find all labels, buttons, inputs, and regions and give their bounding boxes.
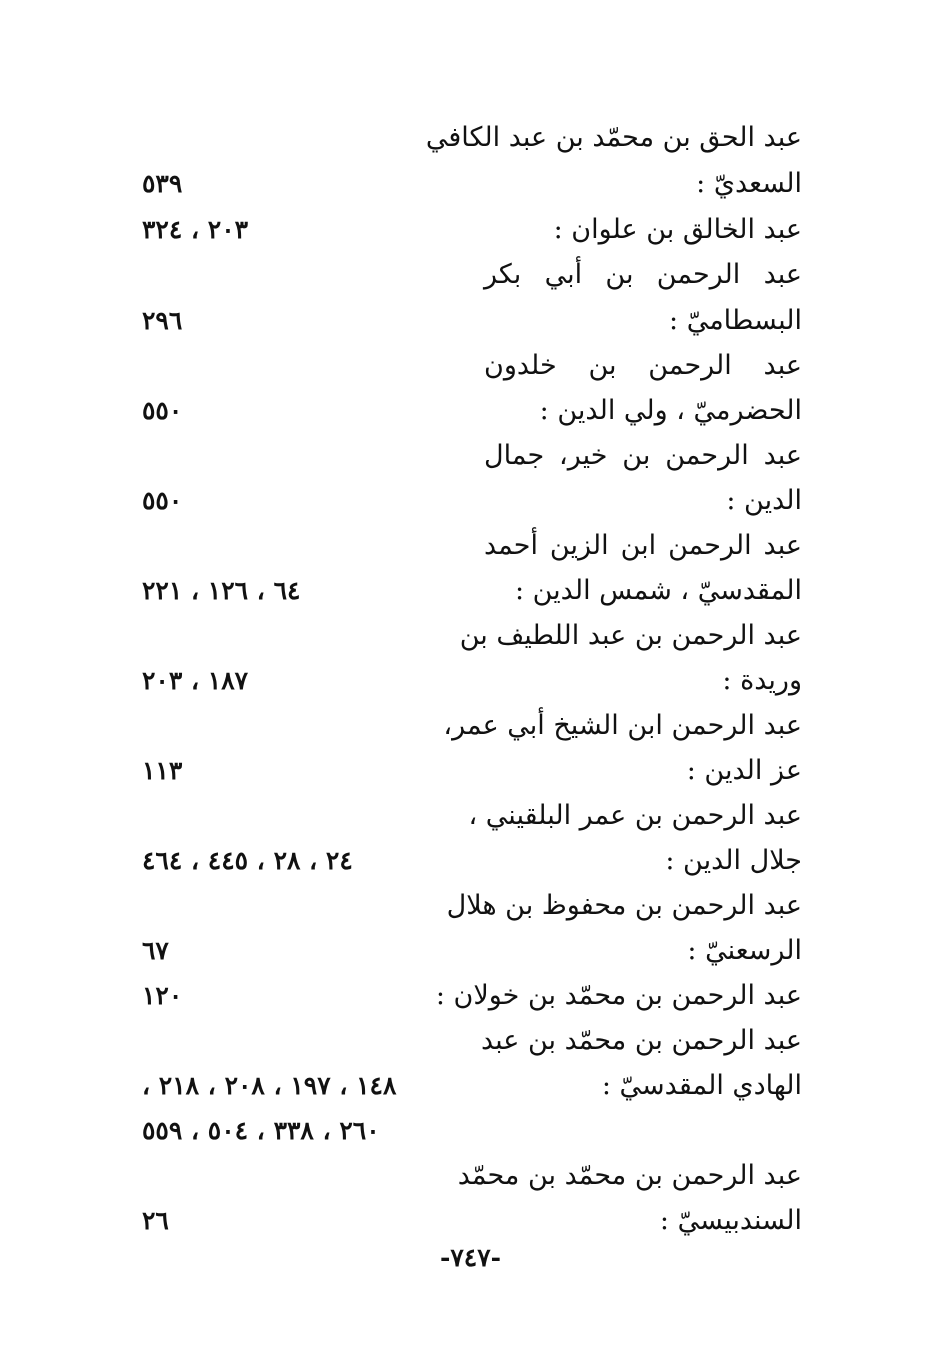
index-line	[130, 883, 802, 928]
entry-name: عبد الخالق بن علوان :	[553, 214, 802, 245]
index-line	[130, 973, 802, 1018]
entry-name: عبد الرحمن ابن الزين أحمد	[484, 530, 802, 561]
entry-name: عبد الرحمن بن محمّد بن خولان :	[435, 980, 802, 1011]
index-line	[130, 793, 802, 838]
index-line	[130, 703, 802, 748]
entry-page-refs: ١١٣	[142, 756, 183, 785]
index-line	[130, 568, 802, 613]
entry-name: الحضرميّ ، ولي الدين :	[539, 395, 802, 426]
index-line	[130, 613, 802, 658]
entry-page-refs: ٦٤ ، ١٢٦ ، ٢٢١	[142, 576, 301, 605]
entry-name: عبد الرحمن ابن الشيخ أبي عمر،	[443, 710, 802, 741]
entry-name: عبد الحق بن محمّد بن عبد الكافي	[425, 122, 802, 153]
entry-name: الهادي المقدسيّ :	[601, 1070, 802, 1101]
index-line	[130, 298, 802, 343]
index-line	[130, 1153, 802, 1198]
entry-name: الدين :	[726, 485, 802, 516]
entry-page-refs: ١٢٠	[142, 981, 183, 1010]
entry-name: السعديّ :	[696, 168, 802, 199]
index-line	[130, 523, 802, 568]
entry-name: عبد الرحمن بن عمر البلقيني ،	[468, 800, 802, 831]
index-line	[130, 433, 802, 478]
entry-name: عبد الرحمن بن خير، جمال	[484, 440, 802, 471]
entry-name: عبد الرحمن بن عبد اللطيف بن	[459, 620, 802, 651]
entry-page-refs: ٢٩٦	[142, 306, 183, 335]
entry-name: الرسعنيّ :	[687, 935, 802, 966]
index-line	[130, 1063, 802, 1108]
entry-page-refs: ٢٦٠ ، ٣٣٨ ، ٥٠٤ ، ٥٥٩	[142, 1116, 380, 1145]
entry-page-refs: ٥٣٩	[142, 169, 183, 198]
entry-page-refs: ١٤٨ ، ١٩٧ ، ٢٠٨ ، ٢١٨ ،	[142, 1071, 397, 1100]
entry-page-refs: ٥٥٠	[142, 486, 183, 515]
index-line	[130, 658, 802, 703]
entry-page-refs: ٢٤ ، ٢٨ ، ٤٤٥ ، ٤٦٤	[142, 846, 353, 875]
index-line	[130, 1108, 802, 1153]
index-line	[130, 161, 802, 206]
index-line	[130, 838, 802, 883]
entry-page-refs: ٦٧	[142, 936, 169, 965]
entry-page-refs: ٥٥٠	[142, 396, 183, 425]
entry-name: عبد الرحمن بن خلدون	[484, 350, 802, 381]
index-line	[130, 388, 802, 433]
entry-page-refs: ٢٠٣ ، ٣٢٤	[142, 215, 249, 244]
index-line	[130, 252, 802, 297]
entry-name: البسطاميّ :	[669, 305, 802, 336]
index-line	[130, 1018, 802, 1063]
index-line	[130, 207, 802, 252]
index-line	[130, 343, 802, 388]
entry-name: السندبيسيّ :	[659, 1205, 802, 1236]
index-line	[130, 748, 802, 793]
entry-name: وريدة :	[722, 665, 802, 696]
page-number: -٧٤٧-	[439, 1243, 502, 1272]
index-line	[130, 1198, 802, 1243]
entry-name: عبد الرحمن بن محمّد بن محمّد	[457, 1160, 802, 1191]
index-line	[130, 115, 802, 160]
entry-name: المقدسيّ ، شمس الدين :	[514, 575, 802, 606]
entry-name: عز الدين :	[686, 755, 802, 786]
entry-name: جلال الدين :	[665, 845, 802, 876]
entry-page-refs: ٢٦	[142, 1206, 169, 1235]
entry-name: عبد الرحمن بن محمّد بن عبد	[480, 1025, 802, 1056]
entry-name: عبد الرحمن بن محفوظ بن هلال	[446, 890, 802, 921]
index-line	[130, 928, 802, 973]
index-line	[130, 478, 802, 523]
entry-page-refs: ١٨٧ ، ٢٠٣	[142, 666, 249, 695]
entry-name: عبد الرحمن بن أبي بكر	[484, 259, 802, 290]
